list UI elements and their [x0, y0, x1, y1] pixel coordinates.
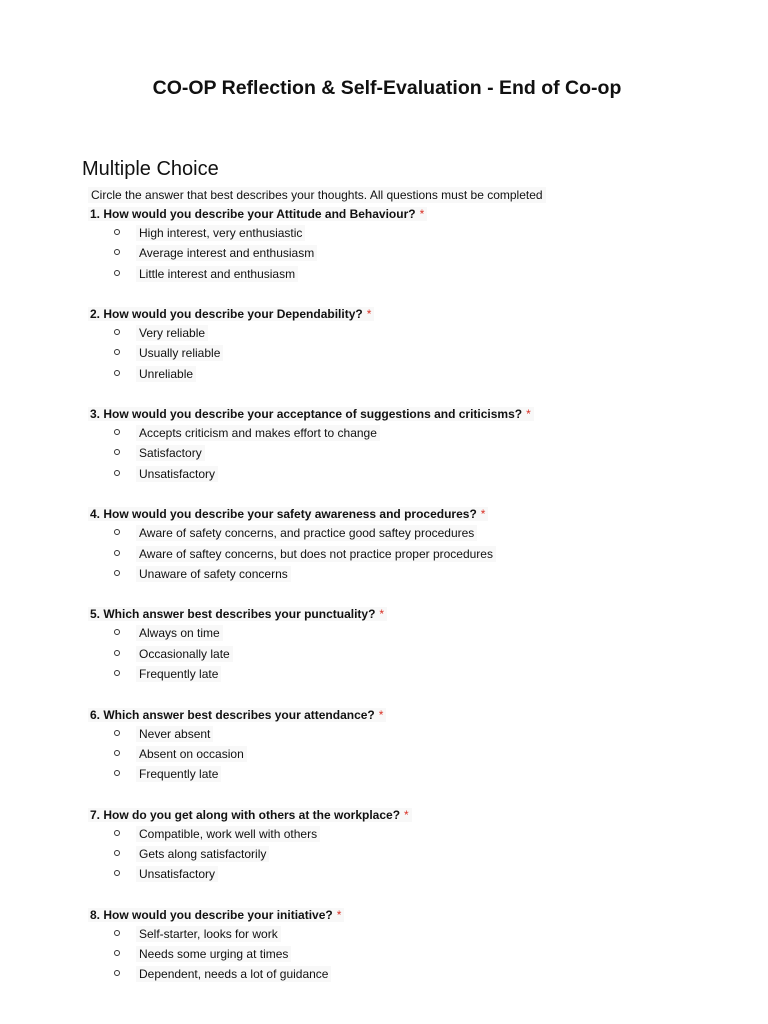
question-7 — [88, 807, 608, 886]
radio-circle-icon[interactable] — [114, 950, 120, 956]
radio-circle-icon[interactable] — [114, 529, 120, 535]
radio-circle-icon[interactable] — [114, 650, 120, 656]
answer-option[interactable] — [88, 765, 608, 785]
radio-circle-icon[interactable] — [114, 470, 120, 476]
answer-option-label: Needs some urging at times — [136, 946, 291, 962]
answer-option[interactable] — [88, 344, 608, 364]
question-label-text: 8. How would you describe your initiative? — [90, 907, 333, 922]
answer-option-label: Average interest and enthusiasm — [136, 245, 317, 261]
answer-option[interactable] — [88, 365, 608, 385]
answer-option-label: Unreliable — [136, 366, 196, 382]
question-label — [88, 908, 344, 922]
question-label — [88, 407, 534, 421]
answer-option-label: Little interest and enthusiasm — [136, 266, 298, 282]
question-label-text: 5. Which answer best describes your punctuality? — [90, 607, 376, 622]
radio-circle-icon[interactable] — [114, 349, 120, 355]
answer-option-label: Satisfactory — [136, 445, 205, 461]
answer-option-label: Never absent — [136, 726, 213, 742]
radio-circle-icon[interactable] — [114, 770, 120, 776]
answer-option-label: Unaware of safety concerns — [136, 566, 291, 582]
answer-option[interactable] — [88, 424, 608, 444]
answer-option[interactable] — [88, 265, 608, 285]
instructions-text: Circle the answer that best describes your thoughts. All questions must be completed — [88, 187, 546, 203]
question-text — [88, 707, 608, 725]
answer-option[interactable] — [88, 624, 608, 644]
answer-option-label: Very reliable — [136, 325, 208, 341]
question-label — [88, 708, 386, 722]
question-label-text: 7. How do you get along with others at the workplace? — [90, 807, 401, 822]
answer-option-label: Gets along satisfactorily — [136, 846, 269, 862]
required-asterisk: * — [404, 807, 409, 822]
radio-circle-icon[interactable] — [114, 270, 120, 276]
question-text — [88, 907, 608, 925]
radio-circle-icon[interactable] — [114, 249, 120, 255]
radio-circle-icon[interactable] — [114, 570, 120, 576]
answer-option-label: High interest, very enthusiastic — [136, 225, 305, 241]
answer-option-label: Aware of safety concerns, and practice good saftey procedures — [136, 525, 477, 541]
radio-circle-icon[interactable] — [114, 870, 120, 876]
answer-option[interactable] — [88, 565, 608, 585]
answer-option[interactable] — [88, 645, 608, 665]
radio-circle-icon[interactable] — [114, 830, 120, 836]
required-asterisk: * — [379, 607, 385, 622]
radio-circle-icon[interactable] — [114, 850, 120, 856]
question-2 — [88, 306, 608, 385]
answer-option-label: Frequently late — [136, 766, 221, 782]
answer-option[interactable] — [88, 465, 608, 485]
answer-option[interactable] — [88, 925, 608, 945]
answer-option[interactable] — [88, 665, 608, 685]
answer-option-label: Absent on occasion — [136, 746, 247, 762]
answer-option-label: Usually reliable — [136, 345, 223, 361]
answer-option[interactable] — [88, 845, 608, 865]
question-text — [88, 306, 608, 324]
answer-option-label: Unsatisfactory — [136, 466, 218, 482]
radio-circle-icon[interactable] — [114, 370, 120, 376]
question-6 — [88, 707, 608, 786]
question-label — [88, 607, 387, 621]
question-label — [88, 808, 412, 822]
answer-option[interactable] — [88, 324, 608, 344]
answer-option-label: Unsatisfactory — [136, 866, 218, 882]
answer-option[interactable] — [88, 244, 608, 264]
radio-circle-icon[interactable] — [114, 730, 120, 736]
radio-circle-icon[interactable] — [114, 429, 120, 435]
required-asterisk: * — [366, 307, 372, 322]
answer-option[interactable] — [88, 524, 608, 544]
radio-circle-icon[interactable] — [114, 670, 120, 676]
answer-option[interactable] — [88, 965, 608, 985]
answer-option-label: Accepts criticism and makes effort to change — [136, 425, 380, 441]
question-label-text: 4. How would you describe your safety awareness and procedures? — [90, 507, 477, 522]
question-label-text: 6. Which answer best describes your attendance? — [90, 707, 375, 722]
radio-circle-icon[interactable] — [114, 629, 120, 635]
radio-circle-icon[interactable] — [114, 970, 120, 976]
radio-circle-icon[interactable] — [114, 550, 120, 556]
answer-option-label: Compatible, work well with others — [136, 826, 320, 842]
radio-circle-icon[interactable] — [114, 229, 120, 235]
question-4 — [88, 506, 608, 585]
question-5 — [88, 606, 608, 685]
answer-option-label: Occasionally late — [136, 646, 233, 662]
radio-circle-icon[interactable] — [114, 750, 120, 756]
required-asterisk: * — [336, 907, 342, 922]
question-text — [88, 406, 608, 424]
question-label — [88, 507, 488, 521]
question-8 — [88, 907, 608, 986]
required-asterisk: * — [419, 207, 425, 221]
question-label-text: 2. How would you describe your Dependability? — [90, 307, 363, 322]
answer-option-label: Always on time — [136, 625, 223, 641]
answer-option[interactable] — [88, 545, 608, 565]
answer-option-label: Self-starter, looks for work — [136, 926, 281, 942]
answer-option[interactable] — [88, 865, 608, 885]
answer-option-label: Aware of saftey concerns, but does not practice proper procedures — [136, 546, 496, 562]
question-text — [88, 506, 608, 524]
answer-option[interactable] — [88, 825, 608, 845]
required-asterisk: * — [480, 507, 486, 522]
radio-circle-icon[interactable] — [114, 449, 120, 455]
answer-option[interactable] — [88, 444, 608, 464]
question-text — [88, 206, 608, 224]
radio-circle-icon[interactable] — [114, 930, 120, 936]
radio-circle-icon[interactable] — [114, 329, 120, 335]
question-label-text: 3. How would you describe your acceptance of suggestions and criticisms? — [90, 407, 523, 422]
page-title: CO-OP Reflection & Self-Evaluation - End of Co-op — [152, 77, 622, 99]
answer-option[interactable] — [88, 725, 608, 745]
answer-option[interactable] — [88, 745, 608, 765]
required-asterisk: * — [378, 707, 384, 722]
answer-option[interactable] — [88, 224, 608, 244]
required-asterisk: * — [526, 407, 531, 422]
question-1 — [88, 206, 608, 285]
answer-option[interactable] — [88, 945, 608, 965]
question-label — [88, 307, 374, 321]
section-heading: Multiple Choice — [82, 158, 219, 180]
question-label — [88, 207, 427, 221]
question-text — [88, 606, 608, 624]
answer-option-label: Dependent, needs a lot of guidance — [136, 966, 331, 982]
question-text — [88, 807, 608, 825]
question-label-text: 1. How would you describe your Attitude and Behaviour? — [90, 207, 416, 221]
answer-option-label: Frequently late — [136, 666, 221, 682]
question-3 — [88, 406, 608, 485]
